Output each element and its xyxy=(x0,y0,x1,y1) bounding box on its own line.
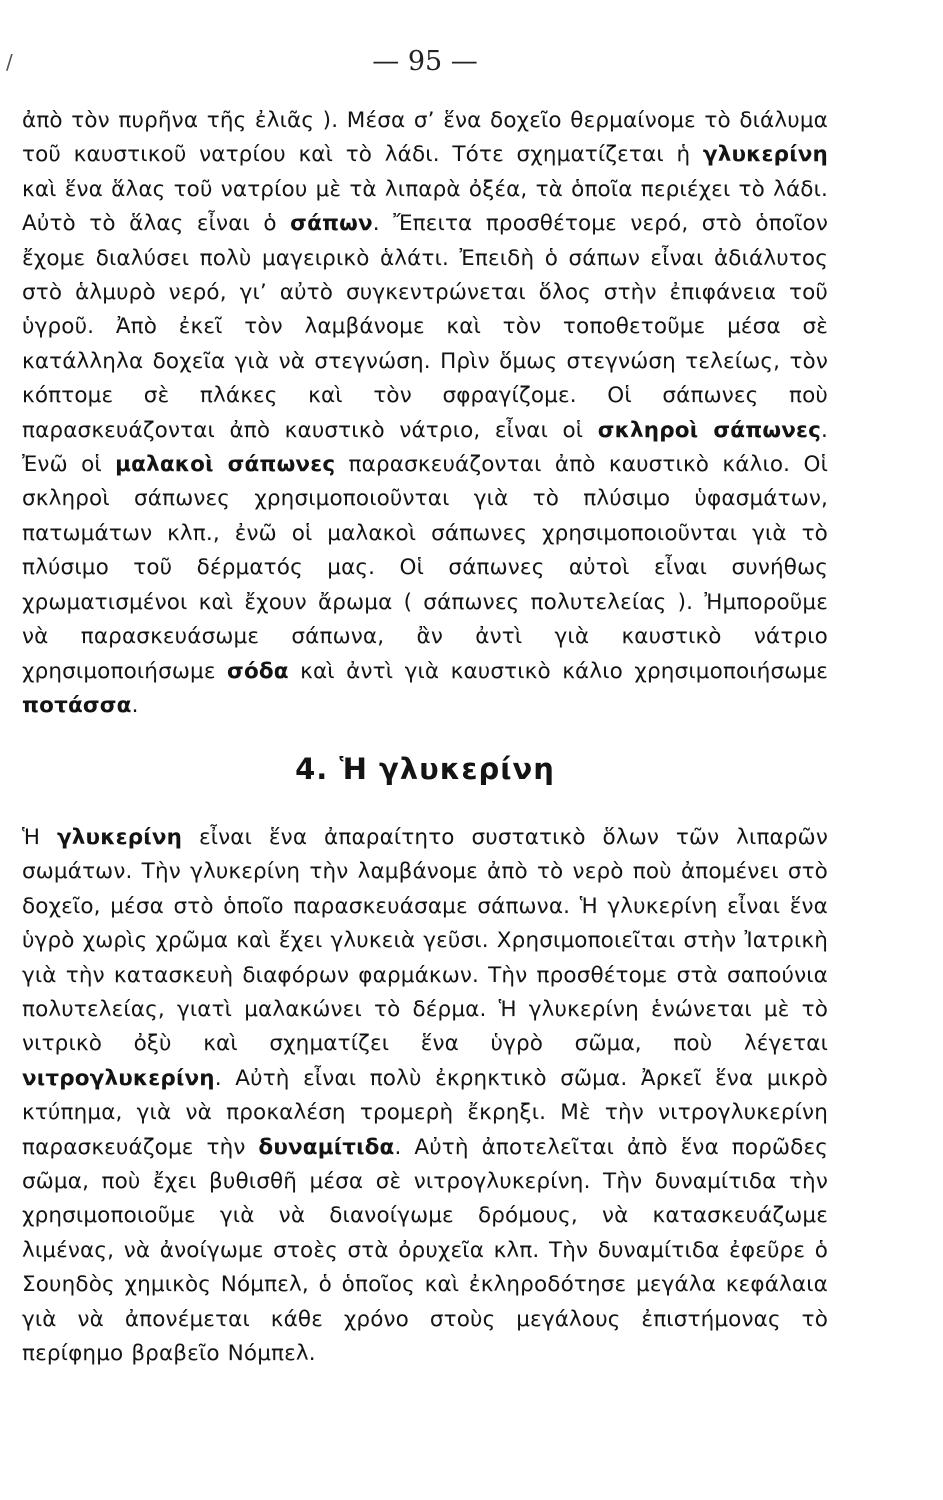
text-run: . Αὐτὴ εἶναι πολὺ ἐκρηκτικὸ σῶμα. Ἀρκεῖ ἕνα μικρὸ κτύπημα, γιὰ νὰ προκαλέση τρομερὴ ἔκρηξι. Μὲ τὴν νιτρογλυκερίνη παρασκευάζομε τὴν xyxy=(22,1065,828,1160)
text-run: . xyxy=(131,692,139,718)
text-run: . Αὐτὴ ἀποτελεῖται ἀπὸ ἕνα πορῶδες σῶμα, ποὺ ἔχει βυθισθῆ μέσα σὲ νιτρογλυκερίνη. Τὴν δυναμίτιδα τὴν χρησιμοποιοῦμε γιὰ νὰ διανοίγωμε δρόμους, νὰ κατασκευάζωμε λιμένας, νὰ ἀνοίγωμε στοὲς στὰ ὀρυχεῖα κλπ. Τὴν δυναμίτιδα ἐφεῦρε ὁ Σουηδὸς χημικὸς Νόμπελ, ὁ ὁποῖος καὶ ἐκληροδότησε μεγάλα κεφάλαια γιὰ νὰ ἀπονέμεται κάθε χρόνο στοὺς μεγάλους ἐπιστήμονας τὸ περίφημο βραβεῖο Νόμπελ. xyxy=(22,1134,828,1367)
text-run: καὶ ἀντὶ γιὰ καυστικὸ κάλιο χρησιμοποιήσωμε xyxy=(288,658,829,684)
text-run: καὶ ἕνα ἅλας τοῦ νατρίου μὲ τὰ λιπαρὰ ὀξέα, τὰ ὁποῖα περιέχει τὸ λάδι. Αὐτὸ τὸ ἅλας εἶναι ὁ xyxy=(22,176,828,237)
text-run: . Ἐνῶ οἱ xyxy=(22,417,828,478)
term-soap: σάπων xyxy=(290,211,373,237)
term-soft-soaps: μαλακοὶ σάπωνες xyxy=(115,452,336,478)
text-run: . Ἔπειτα προσθέτομε νερό, στὸ ὁποῖον ἔχομε διαλύσει πολὺ μαγειρικὸ ἁλάτι. Ἐπειδὴ ὁ σάπων εἶναι ἀδιάλυτος στὸ ἁλμυρὸ νερό, γι’ αὐτὸ συγκεντρώνεται ὅλος στὴν ἐπιφάνεια τοῦ ὑγροῦ. Ἀπὸ ἐκεῖ τὸν λαμβάνομε καὶ τὸν τοποθετοῦμε μέσα σὲ κατάλληλα δοχεῖα γιὰ νὰ στεγνώση. Πρὶν ὅμως στεγνώση τελείως, τὸν κόπτομε σὲ πλάκες καὶ τὸν σφραγίζομε. Οἱ σάπωνες ποὺ παρασκευάζονται ἀπὸ καυστικὸ νάτριο, εἶναι οἱ xyxy=(22,211,828,443)
term-glycerin: γλυκερίνη xyxy=(702,142,828,168)
text-run: παρασκευάζονται ἀπὸ καυστικὸ κάλιο. Οἱ σκληροὶ σάπωνες χρησιμοποιοῦνται γιὰ τὸ πλύσιμο ὑφασμάτων, πατωμάτων κλπ., ἐνῶ οἱ μαλακοὶ σάπωνες χρησιμοποιοῦνται γιὰ τὸ πλύσιμο τοῦ δέρματός μας. Οἱ σάπωνες αὐτοὶ εἶναι συνήθως χρωματισμένοι καὶ ἔχουν ἄρωμα ( σάπωνες πολυτελείας ). Ἠμποροῦμε νὰ παρασκευάσωμε σάπωνα, ἂν ἀντὶ γιὰ καυστικὸ νάτριο χρησιμοποιήσωμε xyxy=(22,452,828,684)
page-number: — 95 — xyxy=(372,46,478,77)
term-glycerin: γλυκερίνη xyxy=(56,825,183,850)
text-run: εἶναι ἕνα ἀπαραίτητο συστατικὸ ὅλων τῶν λιπαρῶν σωμάτων. Τὴν γλυκερίνη τὴν λαμβάνομε ἀπὸ τὸ νερὸ ποὺ ἀπομένει στὸ δοχεῖο, μέσα στὸ ὁποῖο παρασκευάσαμε σάπωνα. Ἡ γλυκερίνη εἶναι ἕνα ὑγρὸ χωρὶς χρῶμα καὶ ἔχει γλυκειὰ γεῦσι. Χρησιμοποιεῖται στὴν Ἰατρικὴ γιὰ τὴν κατασκευὴ διαφόρων φαρμάκων. Τὴν προσθέτομε στὰ σαπούνια πολυτελείας, γιατὶ μαλακώνει τὸ δέρμα. Ἡ γλυκερίνη ἑνώνεται μὲ τὸ νιτρικὸ ὀξὺ καὶ σχηματίζει ἕνα ὑγρὸ σῶμα, ποὺ λέγεται xyxy=(22,825,828,1057)
term-nitroglycerin: νιτρογλυκερίνη xyxy=(22,1065,215,1091)
term-soda: σόδα xyxy=(227,658,289,684)
margin-mark: / xyxy=(6,50,13,74)
term-dynamite: δυναμίτιδα xyxy=(258,1134,395,1160)
paragraph-glycerin xyxy=(22,821,828,1372)
section-heading: 4. Ἡ γλυκερίνη xyxy=(295,752,555,786)
text-run: ἀπὸ τὸν πυρῆνα τῆς ἐλιᾶς ). Μέσα σ’ ἕνα δοχεῖο θερμαίνομε τὸ διάλυμα τοῦ καυστικοῦ νατρίου καὶ τὸ λάδι. Τότε σχηματίζεται ἡ xyxy=(22,108,828,168)
term-hard-soaps: σκληροὶ σάπωνες xyxy=(597,417,822,443)
text-run: Ἡ xyxy=(22,825,57,850)
term-potash: ποτάσσα xyxy=(22,692,132,718)
paragraph-soap xyxy=(22,104,828,723)
